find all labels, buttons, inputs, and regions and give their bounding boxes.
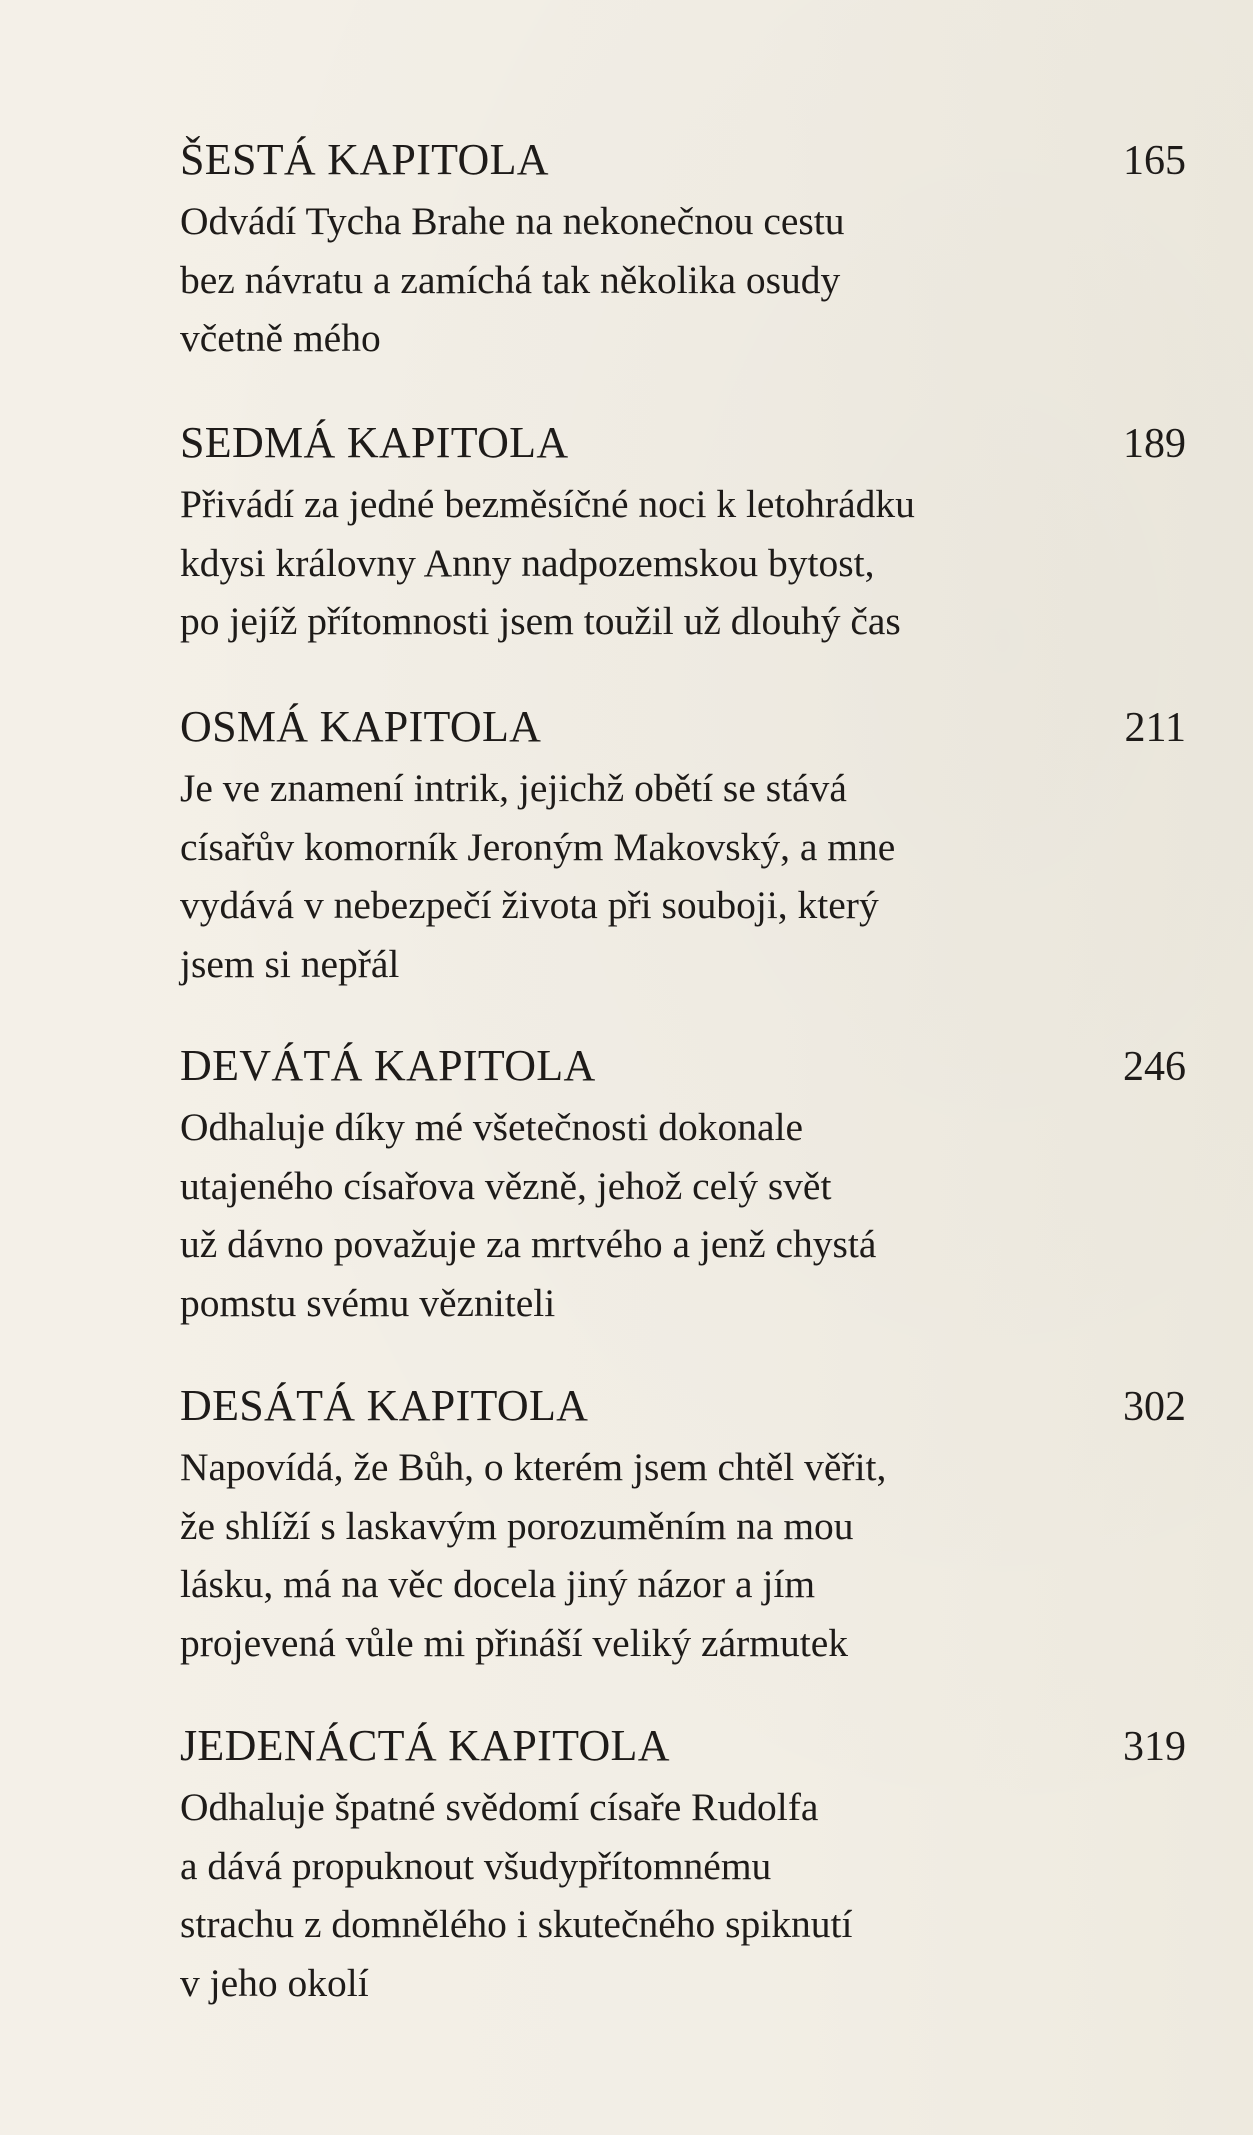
toc-entry xyxy=(180,1034,1186,1332)
page-number: 302 xyxy=(1123,1384,1186,1430)
summary-line: Odhaluje špatné svědomí císaře Rudolfa xyxy=(180,1785,819,1829)
chapter-summary xyxy=(180,1098,1080,1332)
summary-line: jsem si nepřál xyxy=(180,941,400,986)
summary-line: vydává v nebezpečí života při souboji, který xyxy=(180,883,879,927)
chapter-summary xyxy=(180,1438,1080,1672)
summary-line: utajeného císařova vězně, jehož celý svět xyxy=(180,1163,832,1208)
summary-line: Odvádí Tycha Brahe na nekonečnou cestu xyxy=(180,199,845,243)
chapter-summary xyxy=(180,475,1080,651)
toc-entry xyxy=(180,411,1186,651)
toc-entry xyxy=(180,1374,1186,1672)
toc-entry-header xyxy=(180,1714,1186,1778)
summary-line: lásku, má na věc docela jiný názor a jím xyxy=(180,1562,816,1606)
summary-line: včetně mého xyxy=(180,316,381,360)
summary-line: kdysi královny Anny nadpozemskou bytost, xyxy=(180,540,875,585)
toc-entry-header xyxy=(180,695,1186,759)
toc-entry xyxy=(180,1714,1186,2012)
summary-line: v jeho okolí xyxy=(180,1960,369,2005)
chapter-title: ŠESTÁ KAPITOLA xyxy=(180,135,549,184)
summary-line: už dávno považuje za mrtvého a jenž chystá xyxy=(180,1222,877,1266)
summary-line: po jejíž přítomnosti jsem toužil už dlouhý čas xyxy=(180,599,901,643)
summary-line: že shlíží s laskavým porozuměním na mou xyxy=(180,1503,854,1548)
summary-line: Přivádí za jedné bezměsíčné noci k letohrádku xyxy=(180,482,915,526)
chapter-title: DEVÁTÁ KAPITOLA xyxy=(180,1041,596,1090)
page-number: 211 xyxy=(1124,705,1186,751)
chapter-summary xyxy=(180,192,1080,368)
chapter-title: OSMÁ KAPITOLA xyxy=(180,702,542,751)
page-number: 319 xyxy=(1123,1724,1186,1770)
summary-line: císařův komorník Jeroným Makovský, a mne xyxy=(180,824,896,869)
summary-line: Odhaluje díky mé všetečnosti dokonale xyxy=(180,1105,804,1149)
summary-line: Je ve znamení intrik, jejichž obětí se stává xyxy=(180,766,847,810)
chapter-summary xyxy=(180,1778,1080,2012)
page-number: 246 xyxy=(1123,1044,1186,1090)
toc-entry-header xyxy=(180,128,1186,192)
toc-entry-header xyxy=(180,411,1186,475)
chapter-title: JEDENÁCTÁ KAPITOLA xyxy=(180,1721,670,1770)
chapter-title: SEDMÁ KAPITOLA xyxy=(180,418,569,467)
summary-line: pomstu svému vězniteli xyxy=(180,1280,556,1325)
toc-entry xyxy=(180,128,1186,368)
toc-entry-header xyxy=(180,1034,1186,1098)
summary-line: Napovídá, že Bůh, o kterém jsem chtěl věřit, xyxy=(180,1445,887,1489)
summary-line: a dává propuknout všudypřítomnému xyxy=(180,1843,772,1888)
toc-entry xyxy=(180,695,1186,993)
toc-entry-header xyxy=(180,1374,1186,1438)
page-number: 189 xyxy=(1123,421,1186,467)
summary-line: strachu z domnělého i skutečného spiknutí xyxy=(180,1902,853,1946)
chapter-summary xyxy=(180,759,1080,993)
summary-line: projevená vůle mi přináší veliký zármutek xyxy=(180,1620,848,1665)
summary-line: bez návratu a zamíchá tak několika osudy xyxy=(180,257,841,302)
page-number: 165 xyxy=(1123,138,1186,184)
chapter-title: DESÁTÁ KAPITOLA xyxy=(180,1381,589,1430)
